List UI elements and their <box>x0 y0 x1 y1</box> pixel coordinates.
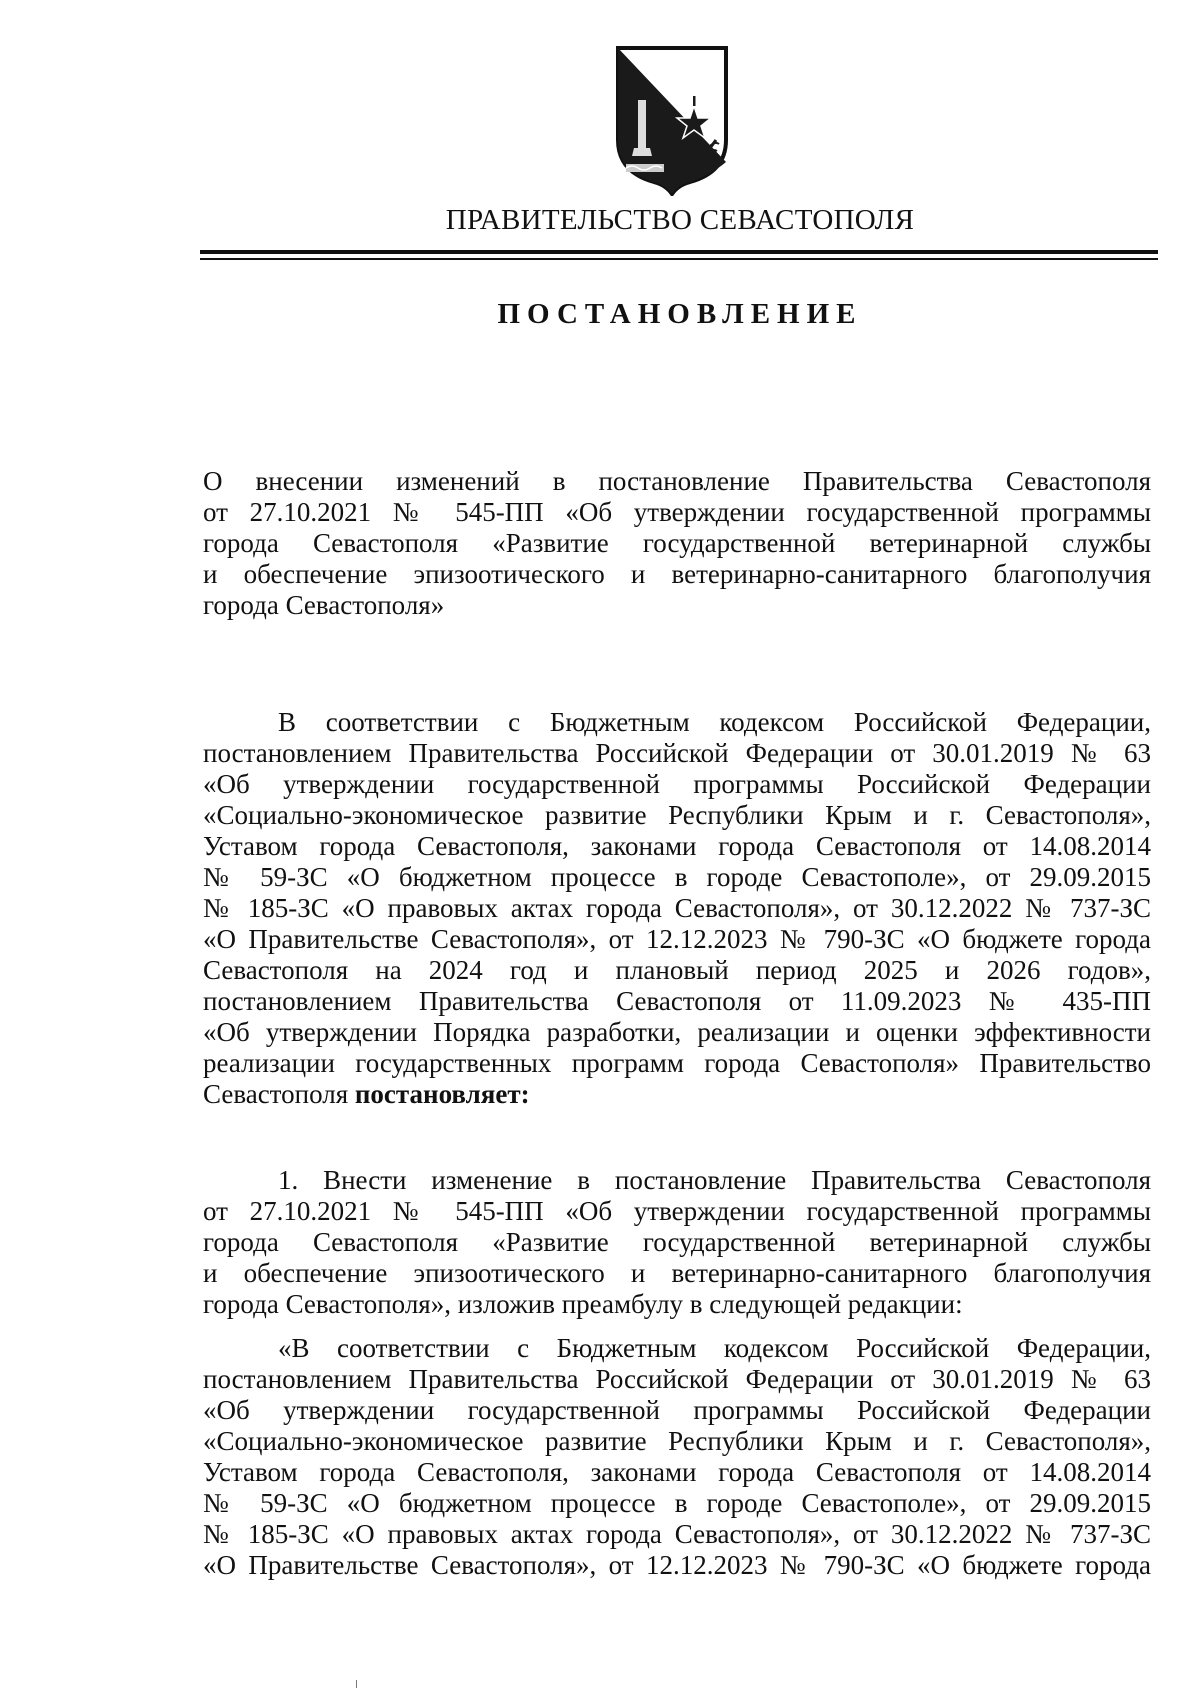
quoted-preamble-paragraph <box>203 1333 1151 1581</box>
preamble-line: «О Правительстве Севастополя», от 12.12.2023 № 790-ЗС «О бюджете города <box>203 924 1151 954</box>
quote-line: «Социально-экономическое развитие Республики Крым и г. Севастополя», <box>203 1426 1151 1456</box>
document-title <box>203 466 1151 621</box>
title-line: и обеспечение эпизоотического и ветеринарно-санитарного благополучия <box>203 559 1151 589</box>
preamble-line: Севастополя на 2024 год и плановый период 2025 и 2026 годов», <box>203 955 1151 985</box>
quote-line: № 59-ЗС «О бюджетном процессе в городе Севастополе», от 29.09.2015 <box>203 1488 1151 1518</box>
coat-of-arms-icon <box>612 44 732 196</box>
item-1-paragraph <box>203 1165 1151 1320</box>
preamble-line: постановлением Правительства Российской Федерации от 30.01.2019 № 63 <box>203 738 1151 768</box>
title-line: О внесении изменений в постановление Правительства Севастополя <box>203 466 1151 496</box>
quote-line: № 185-ЗС «О правовых актах города Севастополя», от 30.12.2022 № 737-ЗС <box>203 1519 1151 1549</box>
header-divider-thick <box>200 250 1158 254</box>
title-line: города Севастополя «Развитие государственной ветеринарной службы <box>203 528 1151 558</box>
item-1-line: города Севастополя», изложив преамбулу в следующей редакции: <box>203 1289 963 1319</box>
document-type-heading: ПОСТАНОВЛЕНИЕ <box>497 298 863 330</box>
preamble-final-line <box>203 1079 1151 1110</box>
quote-line: постановлением Правительства Российской Федерации от 30.01.2019 № 63 <box>203 1364 1151 1394</box>
title-line: от 27.10.2021 № 545-ПП «Об утверждении государственной программы <box>203 497 1151 527</box>
quote-line: «Об утверждении государственной программы Российской Федерации <box>203 1395 1151 1425</box>
preamble-line: В соответствии с Бюджетным кодексом Российской Федерации, <box>278 707 1151 737</box>
organization-name: ПРАВИТЕЛЬСТВО СЕВАСТОПОЛЯ <box>445 204 915 236</box>
quote-line: Уставом города Севастополя, законами города Севастополя от 14.08.2014 <box>203 1457 1151 1487</box>
header-divider-thin <box>200 258 1158 260</box>
preamble-line: Уставом города Севастополя, законами города Севастополя от 14.08.2014 <box>203 831 1151 861</box>
preamble-line: «Об утверждении государственной программы Российской Федерации <box>203 769 1151 799</box>
preamble-final-text: Севастополя <box>203 1079 349 1109</box>
preamble-line: постановлением Правительства Севастополя от 11.09.2023 № 435-ПП <box>203 986 1151 1016</box>
preamble-line: реализации государственных программ города Севастополя» Правительство <box>203 1048 1151 1078</box>
scan-mark <box>356 1680 357 1688</box>
preamble-paragraph <box>203 707 1151 1110</box>
preamble-line: № 185-ЗС «О правовых актах города Севастополя», от 30.12.2022 № 737-ЗС <box>203 893 1151 923</box>
item-1-line: и обеспечение эпизоотического и ветеринарно-санитарного благополучия <box>203 1258 1151 1288</box>
preamble-line: «Социально-экономическое развитие Республики Крым и г. Севастополя», <box>203 800 1151 830</box>
item-1-line: 1. Внести изменение в постановление Правительства Севастополя <box>278 1165 1151 1195</box>
quote-line: «О Правительстве Севастополя», от 12.12.2023 № 790-ЗС «О бюджете города <box>203 1550 1151 1580</box>
preamble-line: № 59-ЗС «О бюджетном процессе в городе Севастополе», от 29.09.2015 <box>203 862 1151 892</box>
item-1-line: города Севастополя «Развитие государственной ветеринарной службы <box>203 1227 1151 1257</box>
quote-line: «В соответствии с Бюджетным кодексом Российской Федерации, <box>278 1333 1151 1363</box>
title-line: города Севастополя» <box>203 590 445 620</box>
preamble-line: «Об утверждении Порядка разработки, реализации и оценки эффективности <box>203 1017 1151 1047</box>
resolves-keyword: постановляет: <box>354 1079 530 1109</box>
item-1-line: от 27.10.2021 № 545-ПП «Об утверждении государственной программы <box>203 1196 1151 1226</box>
